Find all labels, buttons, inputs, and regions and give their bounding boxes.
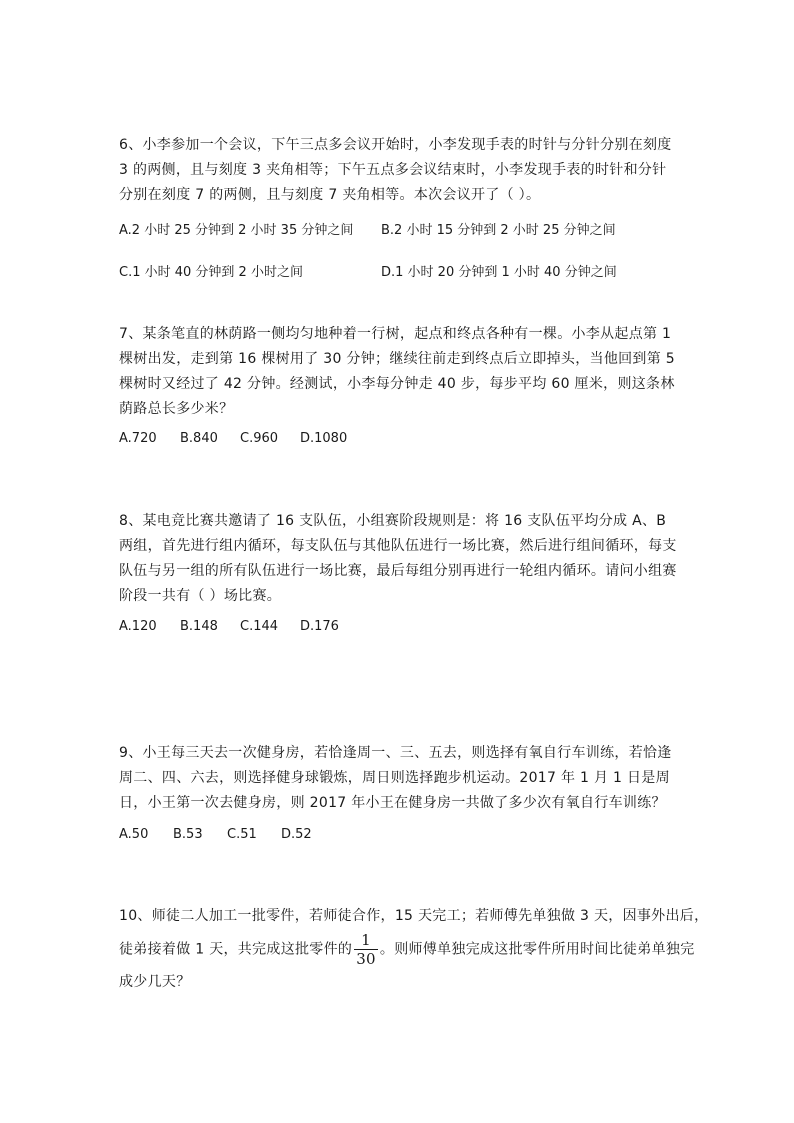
fraction-denominator: 30: [356, 950, 376, 968]
question-7-option-b: B.840: [180, 431, 218, 446]
fraction: [354, 931, 378, 968]
question-6-options-row-2: [119, 263, 719, 283]
question-7-option-c: C.960: [240, 431, 279, 446]
question-6-option-b: B.2 小时 15 分钟到 2 小时 25 分钟之间: [381, 223, 616, 238]
question-7-option-a: A.720: [119, 431, 157, 446]
question-6-option-c: C.1 小时 40 分钟到 2 小时之间: [119, 265, 303, 280]
question-9-stem: 9、小王每三天去一次健身房，若恰逢周一、三、五去，则选择有氧自行车训练，若恰逢周二、四、六去，则选择健身球锻炼，周日则选择跑步机运动。2017 年 1 月 1 日是周日，小王第一次去健身房，则 2017 年小王在健身房一共做了多少次有氧自行车训练？: [119, 745, 672, 811]
question-8-option-c: C.144: [240, 619, 279, 634]
fraction-numerator: 1: [354, 931, 378, 950]
question-9-options: [119, 825, 719, 845]
question-10-line-2-text-end: 。则师傅单独完成这批零件所用时间比徒弟单独完: [379, 941, 695, 958]
question-6-option-a: A.2 小时 25 分钟到 2 小时 35 分钟之间: [119, 223, 354, 238]
question-6-options-row-1: [119, 221, 719, 241]
question-10-line-2-text: 徒弟接着做 1 天，共完成这批零件的: [119, 941, 353, 958]
question-10-line-3: 成少几天？: [119, 974, 191, 990]
question-9-option-d: D.52: [281, 827, 312, 842]
question-6-stem: 6、小李参加一个会议，下午三点多会议开始时，小李发现手表的时针与分针分别在刻度 3 的两侧，且与刻度 3 夹角相等；下午五点多会议结束时，小李发现手表的时针和分针分别在刻度 7 的两侧，且与刻度 7 夹角相等。本次会议开了（ ）。: [119, 137, 672, 203]
question-7-stem: 7、某条笔直的林荫路一侧均匀地种着一行树，起点和终点各种有一棵。小李从起点第 1 棵树出发，走到第 16 棵树用了 30 分钟；继续往前走到终点后立即掉头，当他回到第 5 棵树时又经过了 42 分钟。经测试，小李每分钟走 40 步，每步平均 60 厘米，则这条林荫路总长多少米？: [119, 326, 675, 417]
question-7-option-d: D.1080: [300, 431, 348, 446]
question-7-options: [119, 429, 719, 449]
question-6-option-d: D.1 小时 20 分钟到 1 小时 40 分钟之间: [381, 265, 617, 280]
question-9-option-a: A.50: [119, 827, 149, 842]
question-8-options: [119, 617, 719, 637]
question-9-option-c: C.51: [227, 827, 257, 842]
question-10-line-1: 10、师徒二人加工一批零件，若师徒合作，15 天完工；若师傅先单独做 3 天，因事外出后，: [119, 908, 709, 924]
question-8-option-d: D.176: [300, 619, 339, 634]
question-10-line-2: [119, 931, 695, 968]
question-8-stem: 8、某电竞比赛共邀请了 16 支队伍，小组赛阶段规则是：将 16 支队伍平均分成 A、B 两组，首先进行组内循环，每支队伍与其他队伍进行一场比赛，然后进行组间循环，每支队伍与另一组的所有队伍进行一场比赛，最后每组分别再进行一轮组内循环。请问小组赛阶段一共有（ ）场比赛。: [119, 513, 677, 604]
question-8-option-b: B.148: [180, 619, 218, 634]
question-9-option-b: B.53: [173, 827, 203, 842]
question-8-option-a: A.120: [119, 619, 157, 634]
